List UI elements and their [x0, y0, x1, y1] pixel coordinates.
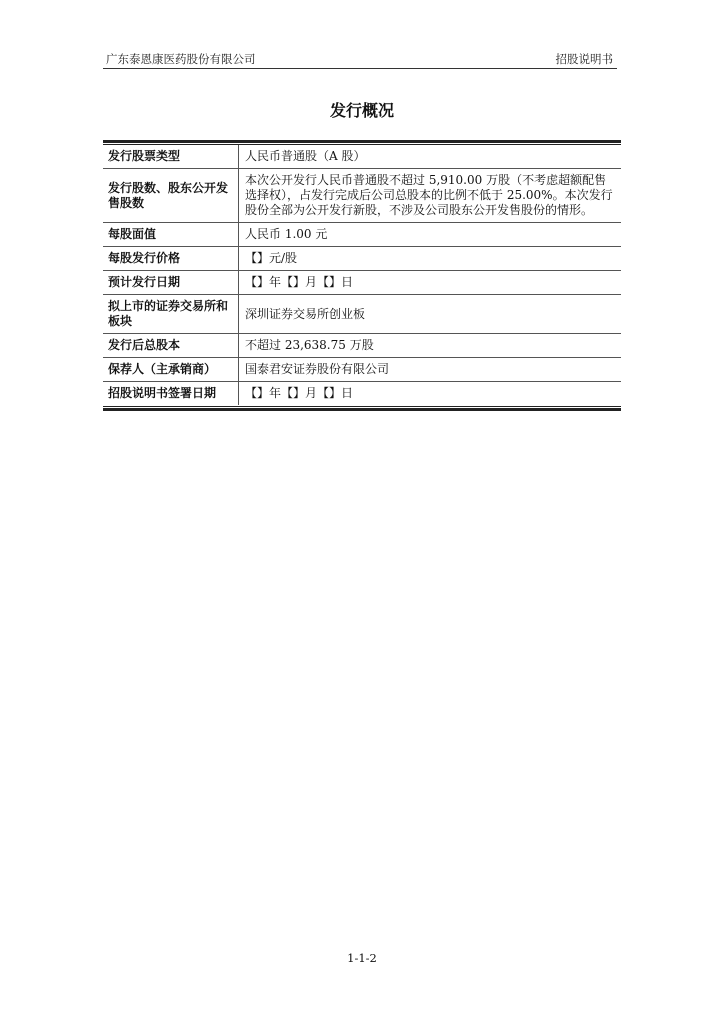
table-bottom-rule	[103, 408, 621, 411]
row-label: 发行后总股本	[103, 334, 239, 358]
table-top-rule	[103, 140, 621, 143]
row-label: 发行股票类型	[103, 145, 239, 169]
table-row	[103, 271, 621, 295]
row-value: 不超过 23,638.75 万股	[239, 334, 622, 358]
table-row	[103, 295, 621, 334]
table-row	[103, 223, 621, 247]
row-value: 深圳证券交易所创业板	[239, 295, 622, 334]
row-value: 本次公开发行人民币普通股不超过 5,910.00 万股（不考虑超额配售选择权），占发行完成后公司总股本的比例不低于 25.00%。本次发行股份全部为公开发行新股，不涉及公司股东公开发售股份的情形。	[239, 169, 622, 223]
table-row	[103, 247, 621, 271]
row-value: 国泰君安证券股份有限公司	[239, 358, 622, 382]
row-label: 每股面值	[103, 223, 239, 247]
row-value: 【】元/股	[239, 247, 622, 271]
row-value: 【】年【】月【】日	[245, 386, 354, 400]
company-name: 广东泰恩康医药股份有限公司	[106, 52, 256, 66]
page-title: 发行概况	[329, 101, 394, 120]
table-bottom-rule-thin	[103, 406, 621, 407]
row-value: 【】年【】月【】日	[239, 271, 622, 295]
table-row	[103, 334, 621, 358]
row-value: 人民币普通股（A 股）	[239, 145, 622, 169]
row-label: 预计发行日期	[103, 271, 239, 295]
page-number: 1-1-2	[347, 951, 377, 965]
row-label: 每股发行价格	[103, 247, 239, 271]
document-type: 招股说明书	[555, 52, 613, 66]
table-row	[103, 382, 621, 406]
row-label: 保荐人（主承销商）	[103, 358, 239, 382]
row-value: 人民币 1.00 元	[239, 223, 622, 247]
table-row	[103, 169, 621, 223]
table-row	[103, 145, 621, 169]
row-label: 发行股数、股东公开发售股数	[103, 169, 239, 223]
page-header	[103, 50, 617, 69]
table-row	[103, 358, 621, 382]
row-label: 招股说明书签署日期	[103, 382, 239, 406]
offering-overview-table	[103, 140, 621, 411]
row-label: 拟上市的证券交易所和板块	[103, 295, 239, 334]
